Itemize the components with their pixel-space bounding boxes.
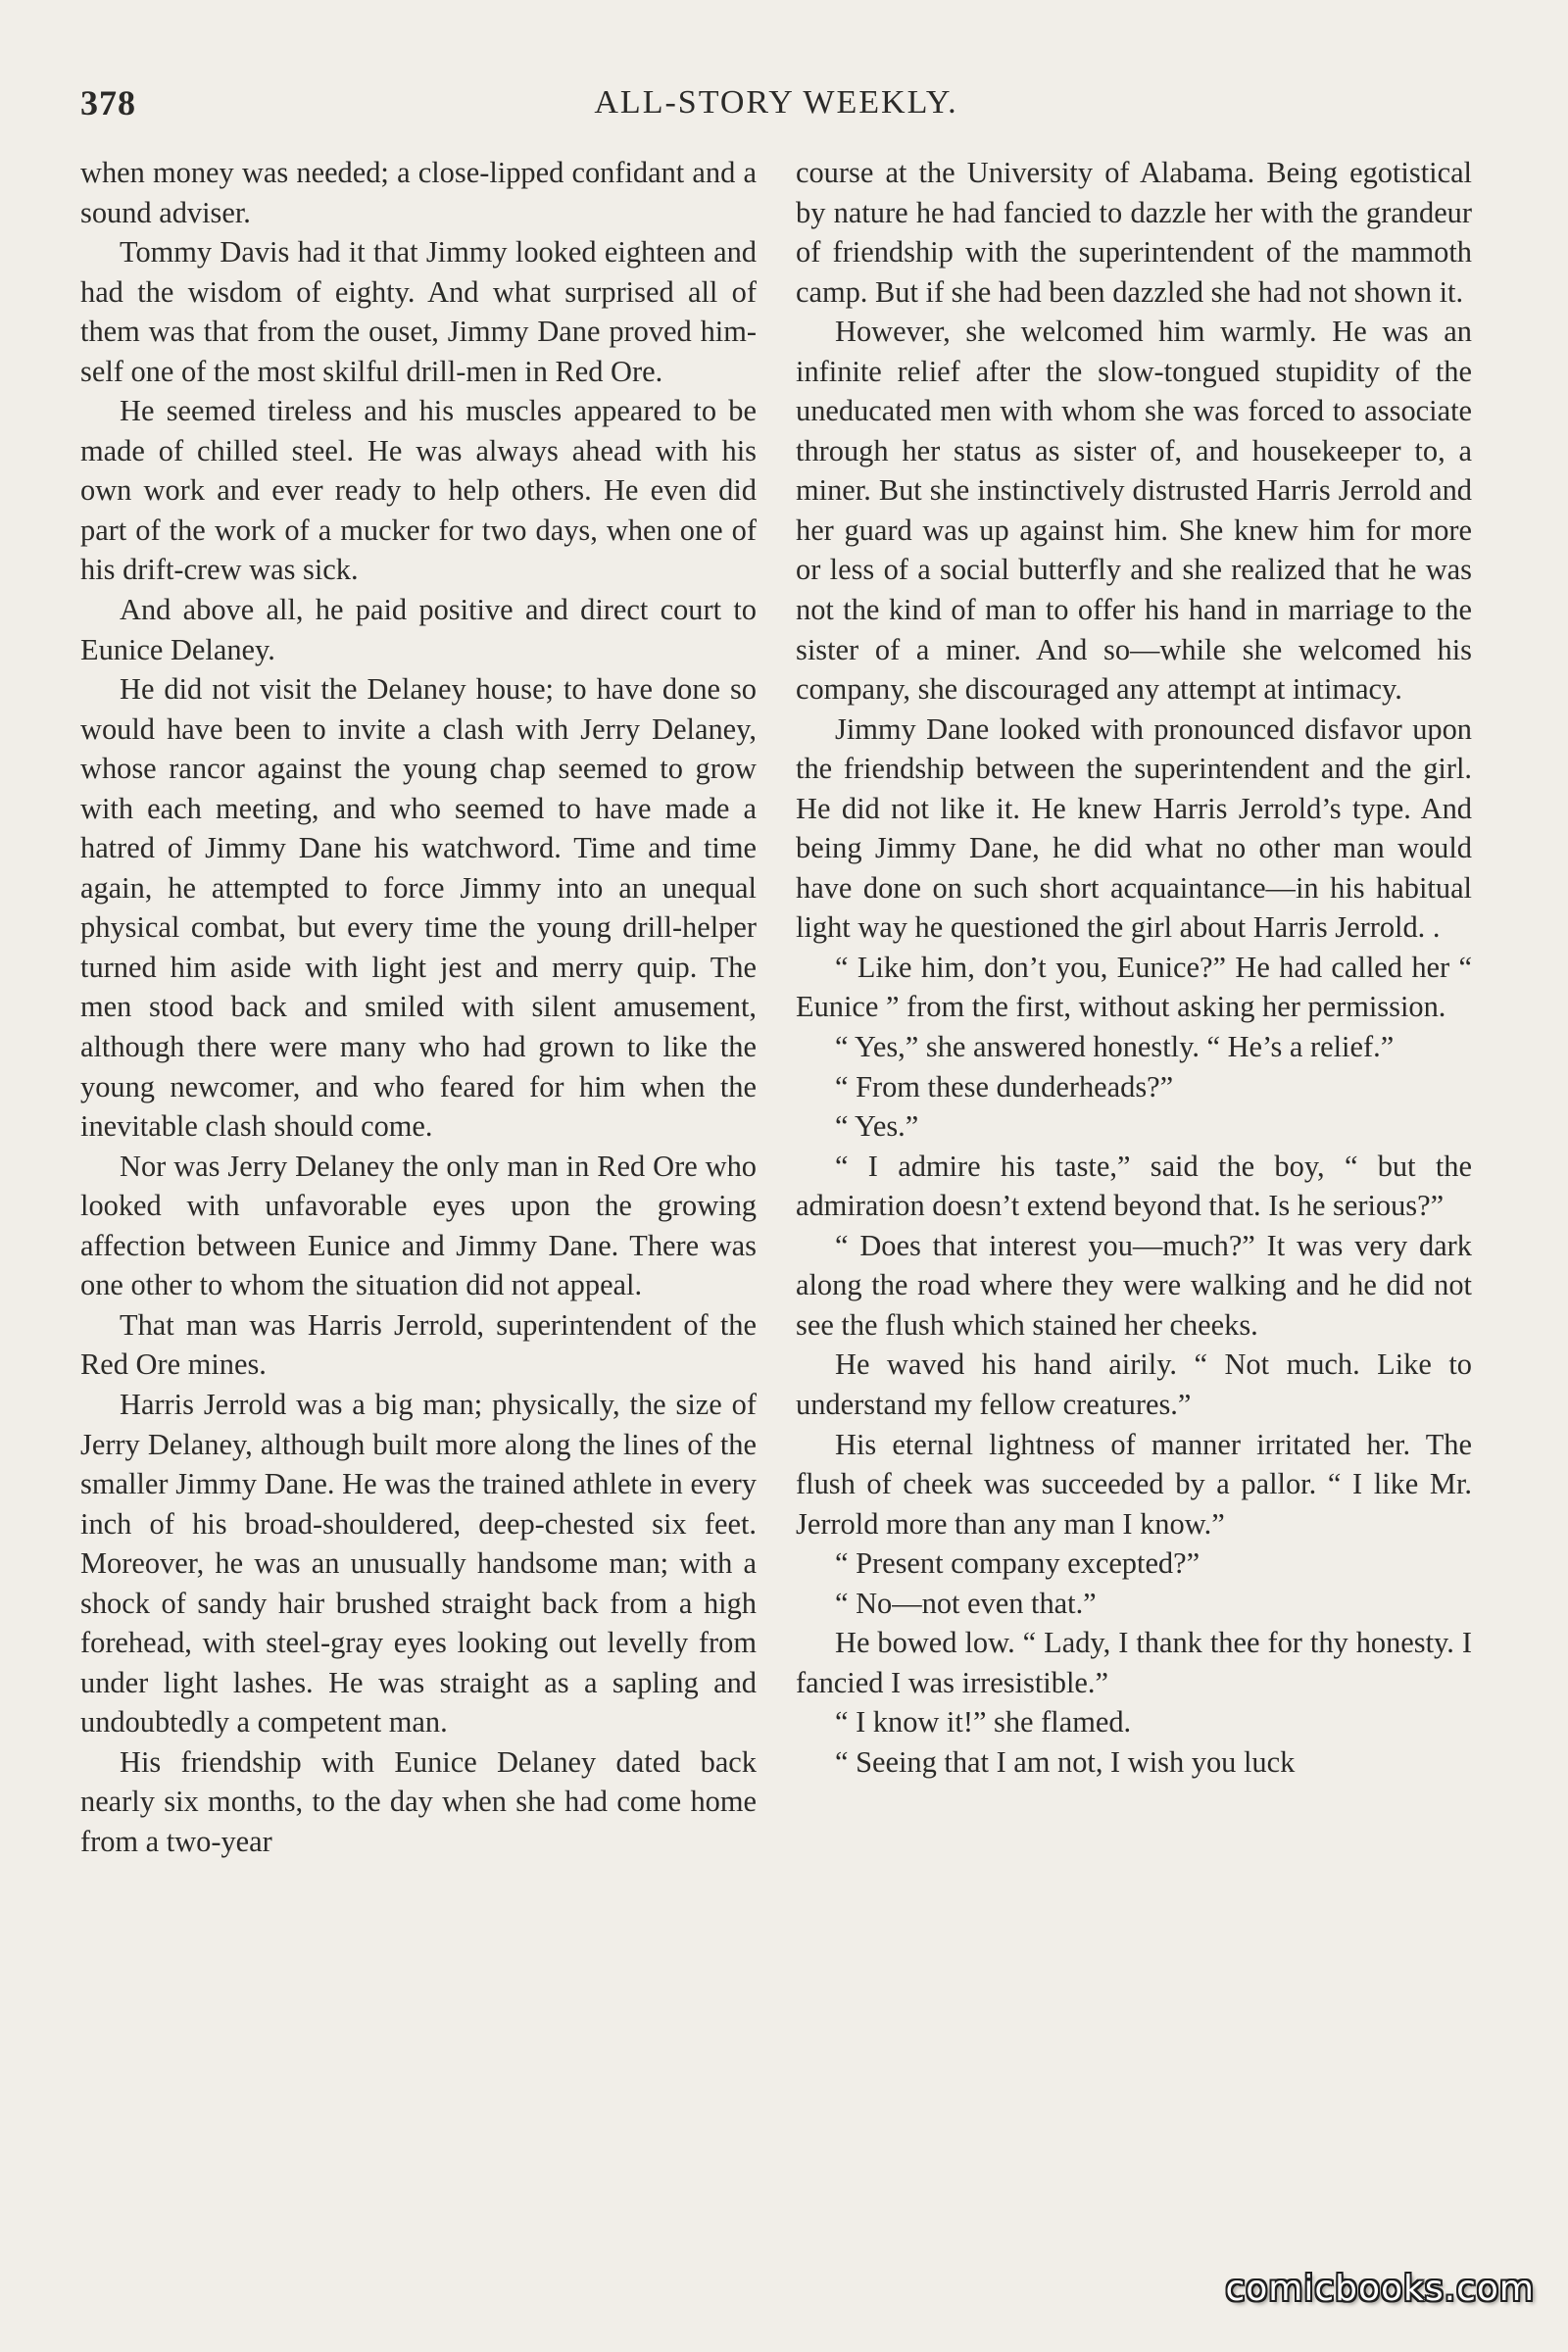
paragraph: course at the University of Alabama. Being egotistical by nature he had fancied to dazzle her with the grandeur of friendship with the superintendent of the mammoth camp. But if she had been dazzled she had not shown it. (796, 156, 1472, 309)
page-header (80, 82, 1472, 131)
paragraph: “ Does that interest you—much?” It was very dark along the road where they were walking and he did not see the flush which stained her cheeks. (796, 1228, 1472, 1342)
watermark-logo: comicbooks.com (1225, 2269, 1535, 2309)
page-number: 378 (80, 83, 136, 122)
paragraph: His friendship with Eunice Delaney dated back nearly six months, to the day when she had come home from a two-year (80, 1744, 757, 1858)
paragraph: when money was needed; a close-lipped confidant and a sound adviser. (80, 156, 757, 229)
paragraph: “ Like him, don’t you, Eunice?” He had called her “ Eunice ” from the first, without asking her permission. (796, 950, 1472, 1024)
paragraph: He waved his hand airily. “ Not much. Like to understand my fellow creatures.” (796, 1348, 1472, 1421)
paragraph: Harris Jerrold was a big man; physically, the size of Jerry Delaney, although built more along the lines of the smaller Jimmy Dane. He was the trained athlete in every inch of his broad-shouldered, deep-chested six feet. Moreover, he was an unusually handsome man; with a shock of sandy hair brushed straight back from a high forehead, with steel-gray eyes looking out levelly from under light lashes. He was straight as a sapling and undoubtedly a competent man. (80, 1387, 757, 1740)
paragraph: “ Present company excepted?” (835, 1546, 1200, 1581)
left-text-column (80, 153, 757, 1862)
paragraph: His eternal lightness of manner irritated her. The flush of cheek was succeeded by a pallor. “ I like Mr. Jerrold more than any man I know.” (796, 1427, 1472, 1541)
paragraph: “ I know it!” she flamed. (835, 1705, 1132, 1740)
paragraph: And above all, he paid positive and direct court to Eunice Delaney. (80, 593, 757, 666)
paragraph: “ No—not even that.” (835, 1586, 1097, 1620)
paragraph: That man was Harris Jerrold, superintendent of the Red Ore mines. (80, 1307, 757, 1382)
paragraph: Tommy Davis had it that Jimmy looked eighteen and had the wisdom of eighty. And what surprised all of them was that from the ouset, Jimmy Dane proved himself one of the most skilful drill-men in Red Ore. (80, 235, 757, 388)
paragraph: “ Yes.” (835, 1109, 919, 1144)
paragraph: However, she welcomed him warmly. He was an infinite relief after the slow-tongued stupidity of the uneducated men with whom she was forced to associate through her status as sister of, and housekeeper to, a miner. But she instinctively distrusted Harris Jerrold and her guard was up against him. She knew him for more or less of a social butterfly and she realized that he was not the kind of man to offer his hand in marriage to the sister of a miner. And so—while she welcomed his company, she discouraged any attempt at intimacy. (796, 315, 1472, 707)
paragraph: “ I admire his taste,” said the boy, “ but the admiration doesn’t extend beyond that. Is he serious?” (796, 1149, 1472, 1223)
paragraph: “ From these dunderheads?” (835, 1069, 1174, 1103)
right-text-column (796, 153, 1472, 1782)
paragraph: He did not visit the Delaney house; to have done so would have been to invite a clash with Jerry Delaney, whose rancor against the young chap seemed to grow with each meeting, and who seemed to have made a hatred of Jimmy Dane his watchword. Time and time again, he attempted to force Jimmy into an unequal physical combat, but every time the young drill-helper turned him aside with light jest and merry quip. The men stood back and smiled with silent amusement, although there were many who had grown to like the young newcomer, and who feared for him when the inevitable clash should come. (80, 672, 757, 1144)
paragraph: Nor was Jerry Delaney the only man in Red Ore who looked with unfavorable eyes upon the growing affection between Eunice and Jimmy Dane. There was one other to whom the situation did not appeal. (80, 1149, 757, 1302)
paragraph: He seemed tireless and his muscles appeared to be made of chilled steel. He was always ahead with his own work and ever ready to help others. He even did part of the work of a mucker for two days, when one of his drift-crew was sick. (80, 394, 757, 587)
paragraph: He bowed low. “ Lady, I thank thee for thy honesty. I fancied I was irresistible.” (796, 1626, 1472, 1699)
running-title: ALL-STORY WEEKLY. (594, 84, 958, 121)
paragraph: “ Seeing that I am not, I wish you luck (835, 1744, 1296, 1779)
paragraph: “ Yes,” she answered honestly. “ He’s a relief.” (835, 1030, 1395, 1064)
paragraph: Jimmy Dane looked with pronounced disfavor upon the friendship between the superintendent and the girl. He did not like it. He knew Harris Jerrold’s type. And being Jimmy Dane, he did what no other man would have done on such short acquaintance—in his habitual light way he questioned the girl about Harris Jerrold. . (796, 711, 1472, 945)
